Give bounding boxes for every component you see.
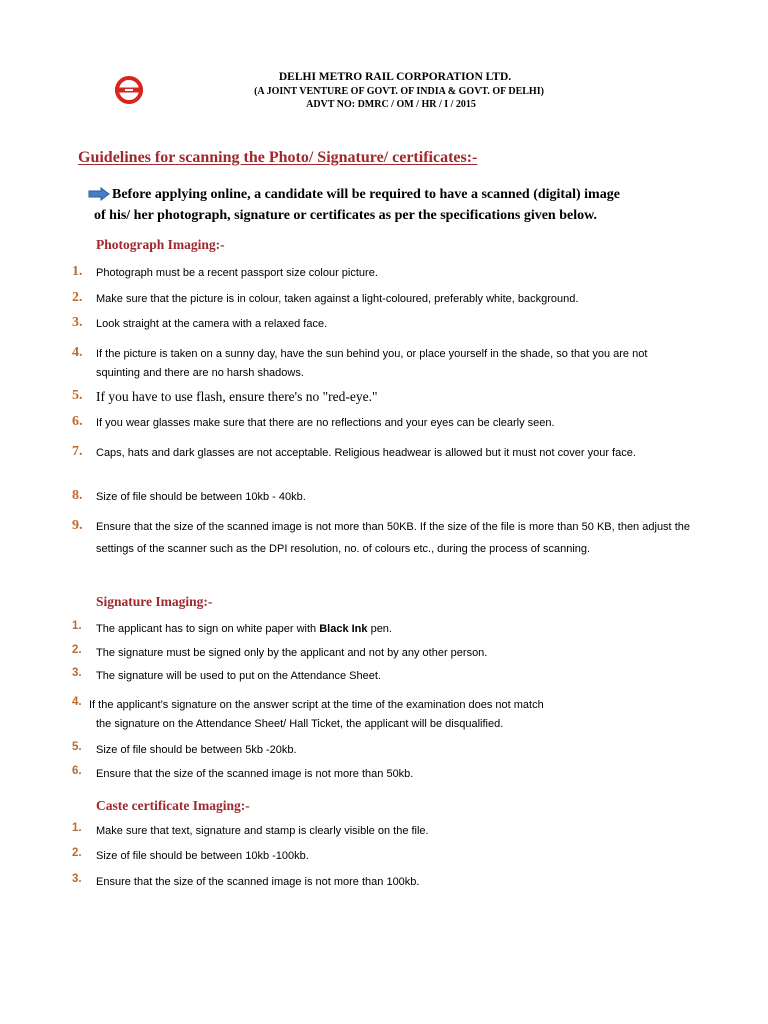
item-number: 5.	[72, 741, 82, 753]
item-number: 4.	[72, 345, 83, 360]
item-text-line-2: the signature on the Attendance Sheet/ Hall Ticket, the applicant will be disqualified.	[96, 718, 504, 730]
item-text-bold: Black Ink	[319, 623, 368, 635]
photograph-heading: Photograph Imaging:-	[96, 237, 225, 252]
item-text: Look straight at the camera with a relaxed face.	[96, 318, 328, 330]
item-number: 6.	[72, 765, 82, 777]
item-text: If you wear glasses make sure that there are no reflections and your eyes can be clearly seen.	[96, 417, 555, 429]
intro-paragraph	[94, 184, 694, 226]
org-name: DELHI METRO RAIL CORPORATION LTD.	[278, 71, 512, 83]
item-text: Size of file should be between 10kb -100kb.	[96, 850, 309, 862]
item-number: 2.	[72, 644, 82, 656]
item-text: Caps, hats and dark glasses are not acceptable. Religious headwear is allowed but it must not cover your face.	[96, 447, 636, 459]
item-number: 9.	[72, 518, 83, 533]
item-number: 7.	[72, 444, 83, 459]
item-text-part: The applicant has to sign on white paper with	[96, 623, 320, 635]
item-text: The signature will be used to put on the Attendance Sheet.	[96, 670, 381, 682]
item-number: 6.	[72, 414, 83, 429]
item-text: If the picture is taken on a sunny day, have the sun behind you, or place yourself in the shade, so that you are not squinting and there are no harsh shadows.	[96, 348, 648, 379]
item-text: The signature must be signed only by the applicant and not by any other person.	[96, 647, 488, 659]
page-title: Guidelines for scanning the Photo/ Signature/ certificates:-	[78, 149, 478, 166]
signature-heading: Signature Imaging:-	[96, 594, 213, 609]
item-number: 4.	[72, 696, 82, 708]
item-text: Ensure that the size of the scanned image is not more than 100kb.	[96, 876, 420, 888]
item-number: 8.	[72, 488, 83, 503]
item-text: Make sure that text, signature and stamp is clearly visible on the file.	[96, 825, 429, 837]
item-number: 3.	[72, 873, 82, 885]
item-text: Size of file should be between 5kb -20kb.	[96, 744, 297, 756]
item-text: Ensure that the size of the scanned image is not more than 50KB. If the size of the file is more than 50 KB, then adjust the settings of the scanner such as the DPI resolution, no. of colours etc., during the process of scanning.	[96, 521, 690, 555]
item-number: 1.	[72, 264, 83, 279]
intro-line-2: of his/ her photograph, signature or certificates as per the specifications given below.	[94, 208, 597, 223]
item-number: 3.	[72, 667, 82, 679]
intro-line-1: Before applying online, a candidate will be required to have a scanned (digital) image	[112, 187, 620, 202]
advt-number: ADVT NO: DMRC / OM / HR / I / 2015	[306, 99, 476, 110]
item-text: If you have to use flash, ensure there's no "red-eye."	[96, 389, 378, 404]
item-number: 2.	[72, 290, 83, 305]
item-number: 1.	[72, 822, 82, 834]
item-number: 2.	[72, 847, 82, 859]
item-number: 3.	[72, 315, 83, 330]
item-text: Size of file should be between 10kb - 40kb.	[96, 491, 306, 503]
item-text: Ensure that the size of the scanned image is not more than 50kb.	[96, 768, 414, 780]
caste-heading: Caste certificate Imaging:-	[96, 798, 250, 813]
item-text: Photograph must be a recent passport size colour picture.	[96, 267, 378, 279]
item-number: 1.	[72, 620, 82, 632]
item-text: Make sure that the picture is in colour, taken against a light-coloured, preferably white, background.	[96, 293, 579, 305]
item-text	[96, 620, 690, 639]
item-text-line-1: If the applicant’s signature on the answer script at the time of the examination does not match	[89, 699, 544, 711]
org-subtitle: (A JOINT VENTURE OF GOVT. OF INDIA & GOVT. OF DELHI)	[254, 86, 544, 97]
item-text-part: pen.	[367, 623, 392, 635]
item-number: 5.	[72, 388, 83, 403]
right-arrow-icon	[88, 187, 110, 201]
